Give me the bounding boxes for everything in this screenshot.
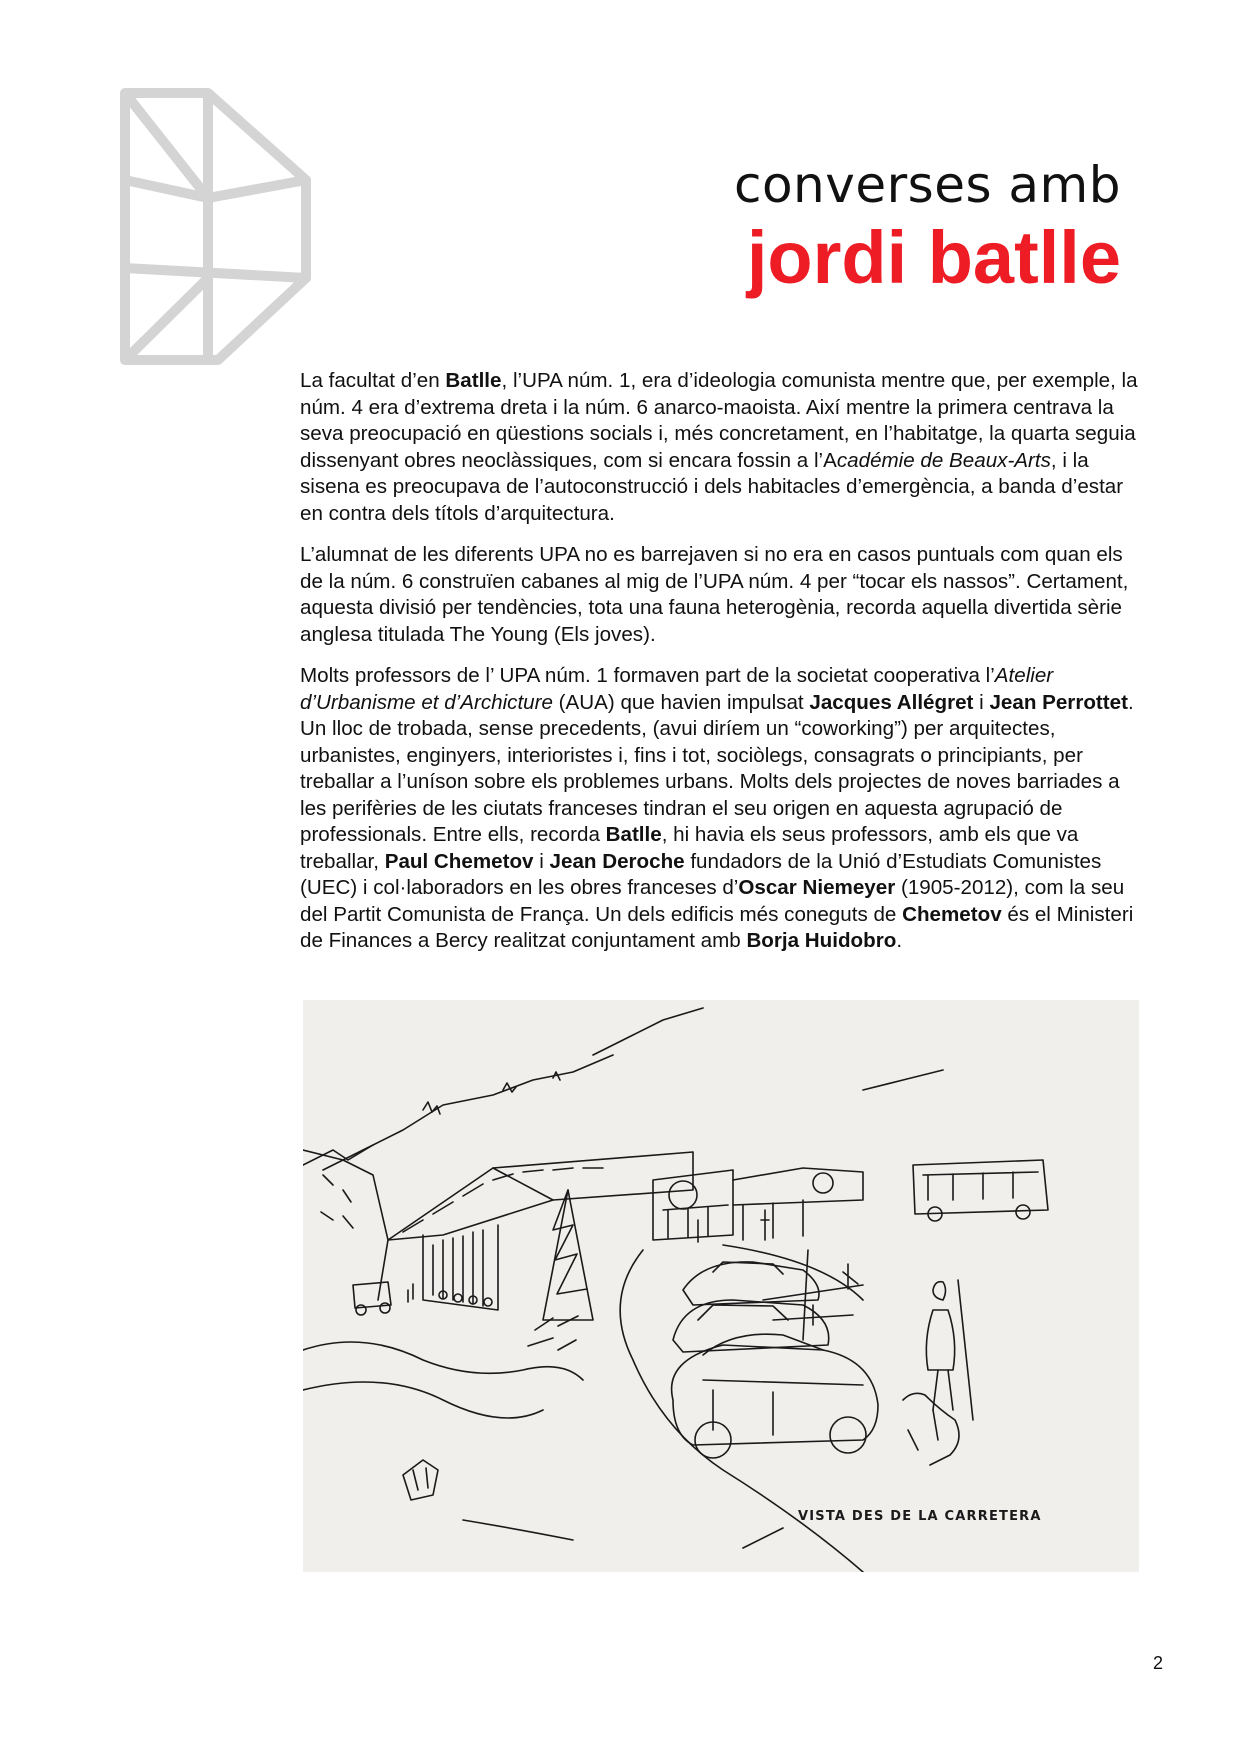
article-body	[300, 368, 1140, 970]
text-run: Molts professors de l’ UPA núm. 1 formaven part de la societat cooperativa l’	[300, 664, 995, 687]
title-block	[734, 158, 1121, 298]
text-run: La facultat d’en	[300, 369, 446, 392]
bold-name: Chemetov	[902, 902, 1002, 926]
text-run: i	[973, 690, 990, 714]
text-run: (AUA) que havien impulsat	[552, 690, 810, 714]
text-run: . Un lloc de trobada, sense precedents, (avui diríem un “coworking”) per arquitectes, urbanistes, enginyers, interioristes i, fins i tot, sociòlegs, consagrats o principiants, per treballar a l’uníson sobre els problemes urbans. Molts dels projectes de noves barriades a les perifèries de les ciutats franceses tindran el seu origen en aquesta agrupació de professionals. Entre ells, recorda	[300, 690, 1134, 846]
text-run: fundadors de la Unió d’Estudiats Comunistes (UEC) i col·laboradors en les obres franceses d’	[300, 849, 1102, 899]
italic-term: cadémie de Beaux-Arts	[836, 448, 1051, 472]
italic-term: Atelier d’Urbanisme et d’Archicture	[300, 664, 1054, 714]
paragraph-2	[300, 542, 1140, 648]
text-run: és el Ministeri de Finances a Bercy realitzat conjuntament amb	[300, 902, 1134, 952]
title-subheading: converses amb	[733, 156, 1121, 214]
text-run: L’alumnat de les diferents UPA no es barrejaven si no era en casos puntuals com quan els de la núm. 6 construïen cabanes al mig de l’UPA núm. 4 per “tocar els nassos”. Certament, aquesta divisió per tendències, tota una fauna heterogènia, recorda aquella divertida sèrie anglesa titulada The Young (Els joves).	[300, 543, 1129, 646]
bold-name: Borja Huidobro	[746, 929, 897, 952]
text-run: , hi havia els seus professors, amb els que va treballar,	[300, 823, 1079, 873]
text-run: .	[896, 929, 903, 952]
bold-name: Paul Chemetov	[384, 849, 534, 873]
figure-caption: VISTA DES DE LA CARRETERA	[798, 1509, 1042, 1524]
paragraph-3	[300, 663, 1140, 955]
bold-name: Jean Perrottet	[989, 690, 1128, 714]
text-run: , i la sisena es preocupava de l’autoconstrucció i dels habitacles d’emergència, a banda d’estar en contra dels títols d’arquitectura.	[300, 448, 1124, 525]
bold-name: Batlle	[445, 369, 502, 392]
paragraph-1	[300, 368, 1140, 527]
text-run: i	[533, 849, 550, 873]
page-title: jordi batlle	[746, 216, 1121, 299]
architectural-sketch	[303, 1000, 1139, 1572]
bold-name: Jacques Allégret	[809, 690, 974, 714]
text-run: , l’UPA núm. 1, era d’ideologia comunista mentre que, per exemple, la núm. 4 era d’extrema dreta i la núm. 6 anarco-maoista. Així mentre la primera centrava la seva preocupació en qüestions socials i, més concretament, en l’habitatge, la quarta seguia dissenyant obres neoclàssiques, com si encara fossin a l’A	[300, 369, 1138, 472]
bold-name: Oscar Niemeyer	[738, 876, 896, 899]
bold-name: Jean Deroche	[549, 849, 685, 873]
bold-name: Batlle	[605, 823, 662, 846]
page-number: 2	[1152, 1653, 1163, 1673]
logo-icon	[120, 88, 316, 366]
text-run: (1905-2012), com la seu del Partit Comunista de França. Un dels edificis més coneguts de	[300, 876, 1125, 926]
